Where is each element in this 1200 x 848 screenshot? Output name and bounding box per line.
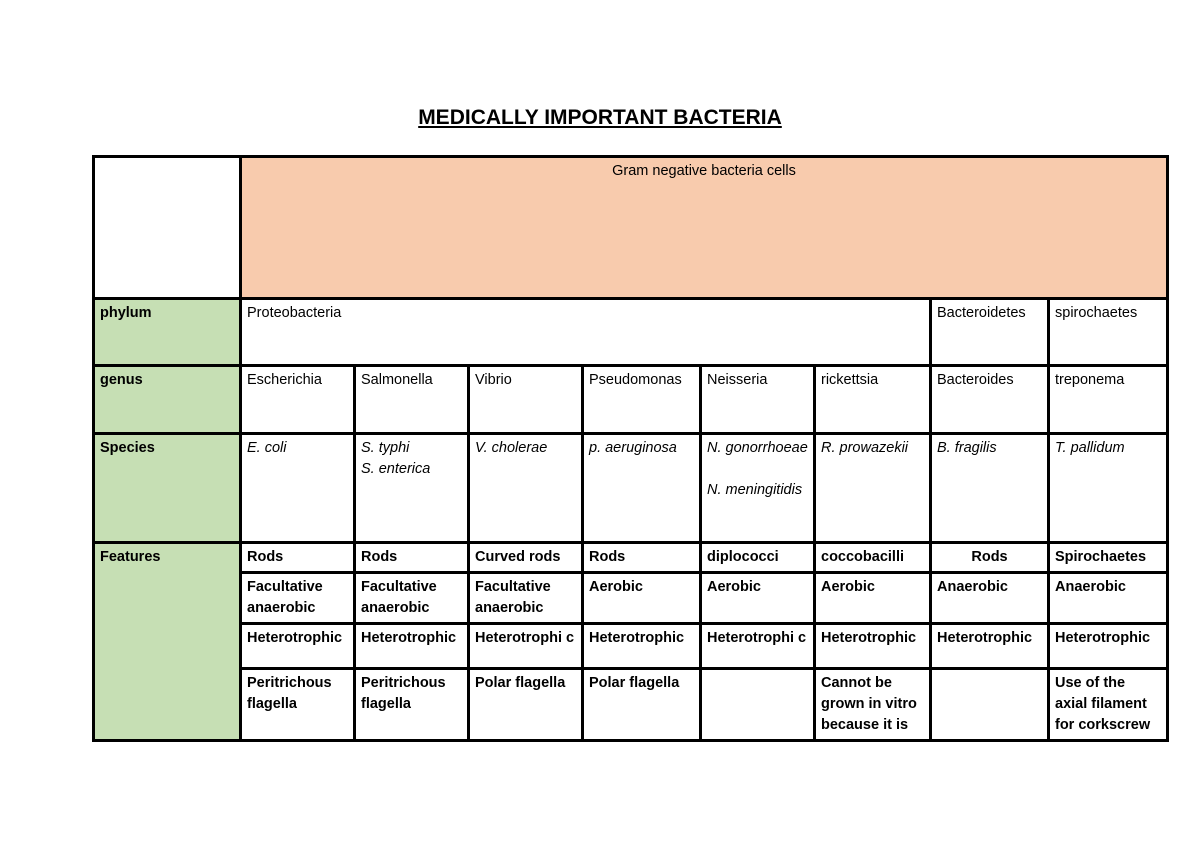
feature-cell: Polar flagella (583, 669, 701, 741)
species-cell: T. pallidum (1049, 434, 1168, 543)
feature-cell: Heterotrophic (583, 624, 701, 669)
feature-cell: Heterotrophi c (701, 624, 815, 669)
species-cell: V. cholerae (469, 434, 583, 543)
feature-cell: Rods (241, 543, 355, 573)
feature-cell: Curved rods (469, 543, 583, 573)
feature-cell: Heterotrophic (1049, 624, 1168, 669)
feature-cell: Peritrichous flagella (241, 669, 355, 741)
feature-cell: Spirochaetes (1049, 543, 1168, 573)
genus-cell: Escherichia (241, 366, 355, 434)
species-name: S. typhi (361, 440, 410, 456)
feature-cell: Rods (931, 543, 1049, 573)
feature-cell: Use of the axial filament for corkscrew (1049, 669, 1168, 741)
species-name: N. meningitidis (707, 482, 803, 498)
feature-cell: Peritrichous flagella (355, 669, 469, 741)
features-motility-row (94, 669, 1168, 741)
corner-cell (94, 157, 241, 299)
species-cell (355, 434, 469, 543)
feature-cell: Polar flagella (469, 669, 583, 741)
species-name: S. enterica (361, 461, 431, 477)
species-cell: B. fragilis (931, 434, 1049, 543)
row-label-genus: genus (94, 366, 241, 434)
features-oxygen-row (94, 573, 1168, 624)
genus-cell: Vibrio (469, 366, 583, 434)
feature-cell: Cannot be grown in vitro because it is (815, 669, 931, 741)
feature-cell: Aerobic (583, 573, 701, 624)
phylum-spirochaetes: spirochaetes (1049, 299, 1168, 366)
feature-cell: Aerobic (701, 573, 815, 624)
feature-cell: Heterotrophic (355, 624, 469, 669)
species-cell (701, 434, 815, 543)
species-cell: p. aeruginosa (583, 434, 701, 543)
phylum-bacteroidetes: Bacteroidetes (931, 299, 1049, 366)
page-title: MEDICALLY IMPORTANT BACTERIA (418, 106, 782, 129)
feature-cell: diplococci (701, 543, 815, 573)
feature-cell: Facultative anaerobic (355, 573, 469, 624)
feature-cell: coccobacilli (815, 543, 931, 573)
genus-cell: Bacteroides (931, 366, 1049, 434)
genus-cell: rickettsia (815, 366, 931, 434)
feature-cell: Heterotrophic (815, 624, 931, 669)
species-row (94, 434, 1168, 543)
feature-cell: Heterotrophic (931, 624, 1049, 669)
row-label-features: Features (94, 543, 241, 741)
row-label-species: Species (94, 434, 241, 543)
feature-cell: Heterotrophi c (469, 624, 583, 669)
species-name: N. gonorrhoeae (707, 440, 808, 456)
phylum-row (94, 299, 1168, 366)
bacteria-table (92, 155, 1169, 742)
genus-cell: Neisseria (701, 366, 815, 434)
feature-cell: Anaerobic (1049, 573, 1168, 624)
feature-cell: Facultative anaerobic (469, 573, 583, 624)
gram-negative-header: Gram negative bacteria cells (241, 157, 1168, 299)
feature-cell: Anaerobic (931, 573, 1049, 624)
genus-cell: treponema (1049, 366, 1168, 434)
features-shape-row (94, 543, 1168, 573)
genus-cell: Pseudomonas (583, 366, 701, 434)
feature-cell (931, 669, 1049, 741)
genus-row (94, 366, 1168, 434)
spacer (707, 459, 808, 480)
species-cell: R. prowazekii (815, 434, 931, 543)
feature-cell: Rods (355, 543, 469, 573)
feature-cell: Heterotrophic (241, 624, 355, 669)
feature-cell (701, 669, 815, 741)
row-label-phylum: phylum (94, 299, 241, 366)
feature-cell: Aerobic (815, 573, 931, 624)
phylum-proteobacteria: Proteobacteria (241, 299, 931, 366)
genus-cell: Salmonella (355, 366, 469, 434)
header-row (94, 157, 1168, 299)
feature-cell: Rods (583, 543, 701, 573)
feature-cell: Facultative anaerobic (241, 573, 355, 624)
features-nutrition-row (94, 624, 1168, 669)
species-cell: E. coli (241, 434, 355, 543)
